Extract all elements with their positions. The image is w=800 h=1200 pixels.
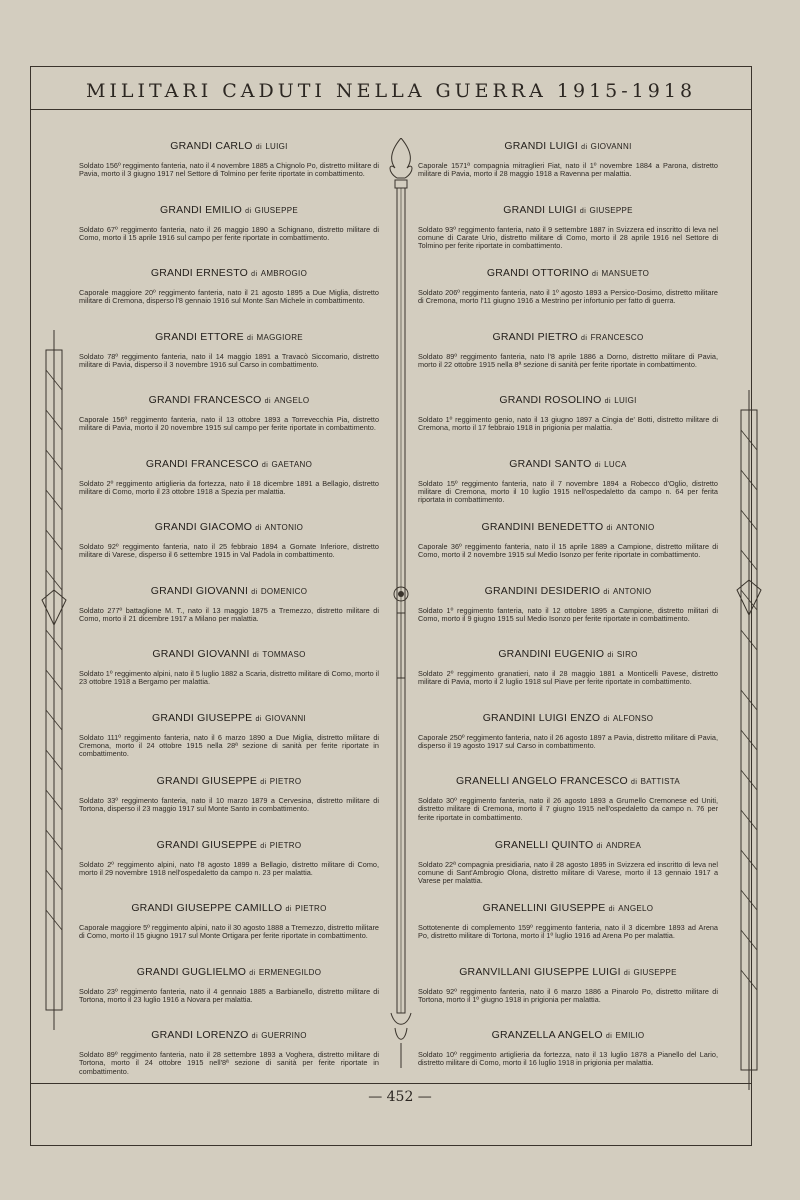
patronymic-prefix: di	[606, 525, 613, 532]
entry-text: Soldato 67º reggimento fanteria, nato il 26 maggio 1890 a Schignano, distretto militare di Como, morto il 15 aprile 1916 sul campo per ferite riportate in combattimento.	[79, 224, 379, 242]
entry-name	[79, 902, 379, 914]
fasces-ornament-right	[735, 390, 763, 1090]
entry-name	[79, 521, 379, 533]
entry-name	[418, 140, 718, 152]
entry-name	[418, 902, 718, 914]
entry-text: Caporale 1571ª compagnia mitraglieri Fiat, nato il 1º novembre 1884 a Parona, distretto militare di Pavia, morto il 28 maggio 1918 a Ravenna per malattia.	[418, 161, 718, 179]
entry-surname: GRANDINI BENEDETTO	[481, 521, 604, 533]
entry-name	[79, 140, 379, 152]
patronymic-prefix: di	[251, 588, 258, 596]
entry-name	[79, 267, 379, 279]
patronymic-name: LUCA	[604, 459, 627, 469]
entry	[418, 521, 718, 560]
entry-surname: GRANDI ERNESTO	[150, 267, 248, 279]
patronymic-name: AMBROGIO	[260, 269, 308, 278]
entry-name	[418, 331, 718, 343]
patronymic-prefix: di	[607, 652, 614, 659]
patronymic-prefix: di	[605, 1033, 613, 1040]
entry-text: Soldato 30º reggimento fanteria, nato il 26 agosto 1893 a Grumello Cremonese ed Uniti, distretto militare di Cremona, morto il 7 giugno 1915 nell'ospedaletto da campo n. 76 per ferite riportate in combattimento.	[418, 796, 718, 822]
patronymic-name: ANGELO	[618, 904, 654, 913]
page-number: — 452 —	[368, 1089, 432, 1105]
entry-name	[79, 394, 379, 406]
entry-name	[418, 1029, 718, 1041]
patronymic-prefix: di	[260, 779, 267, 786]
entry	[418, 585, 718, 624]
page-title: MILITARI CADUTI NELLA GUERRA 1915-1918	[30, 66, 752, 110]
entry-surname: GRANDI SANTO	[509, 457, 592, 470]
entry-text: Soldato 206º reggimento fanteria, nato il 1º agosto 1893 a Persico-Dosimo, distretto militare di Cremona, morto l'11 giugno 1916 a Mestrino per infortunio per fatto di guerra.	[418, 288, 718, 306]
entry-text: Soldato 93º reggimento fanteria, nato il 9 settembre 1887 in Svizzera ed inscritto di leva nel comune di Carate Urio, distretto militare di Como, morto il 28 aprile 1916 nel Settore di Tolmino per ferite riportate in combattimento.	[418, 224, 718, 251]
entry	[79, 839, 379, 878]
entry	[418, 648, 718, 687]
entry-text: Sottotenente di complemento 159º reggimento fanteria, nato il 3 dicembre 1893 ad Arena Po, distretto militare di Tortona, morto il 1º luglio 1916 ad Arena Po per malattia.	[418, 923, 718, 941]
entry-text: Caporale 250º reggimento fanteria, nato il 26 agosto 1897 a Pavia, distretto militare di Pavia, disperso il 19 agosto 1917 sul Carso in combattimento.	[418, 732, 718, 750]
patronymic-name: PIETRO	[295, 904, 327, 913]
entry-surname: GRANDI GIACOMO	[154, 521, 253, 533]
patronymic-prefix: di	[246, 334, 254, 342]
patronymic-prefix: di	[596, 842, 603, 850]
entry-name	[418, 966, 718, 978]
patronymic-prefix: di	[608, 906, 616, 913]
entry-surname: GRANELLINI GIUSEPPE	[482, 902, 606, 914]
entry-text: Soldato 89º reggimento fanteria, nato il 28 settembre 1893 a Voghera, distretto militare di Tortona, morto il 24 ottobre 1915 nell'8ª sezione di sanità per ferite riportate in combattimento.	[79, 1050, 379, 1076]
entry	[79, 204, 379, 243]
patronymic-name: GIOVANNI	[265, 713, 307, 723]
patronymic-name: ALFONSO	[612, 713, 654, 723]
patronymic-prefix: di	[604, 398, 612, 405]
patronymic-name: EMILIO	[615, 1031, 645, 1040]
patronymic-prefix: di	[579, 207, 587, 215]
entry	[418, 712, 718, 751]
entry-name	[79, 331, 379, 343]
patronymic-prefix: di	[245, 207, 252, 215]
entry-surname: GRANDI LORENZO	[151, 1029, 249, 1041]
patronymic-name: ANGELO	[274, 396, 310, 405]
entry-name	[418, 839, 718, 851]
entry-name	[79, 775, 379, 787]
entry-name	[79, 966, 379, 978]
patronymic-prefix: di	[581, 334, 588, 342]
patronymic-prefix: di	[255, 525, 262, 532]
entry-text: Soldato 22ª compagnia presidiaria, nato il 28 agosto 1895 in Svizzera ed inscritto di leva nel comune di Sant'Ambrogio Olona, distretto militare di Varese, morto il 13 gennaio 1917 a Varese per malattia.	[418, 859, 718, 886]
patronymic-prefix: di	[260, 842, 267, 850]
patronymic-prefix: di	[630, 779, 638, 786]
patronymic-name: ANTONIO	[264, 523, 304, 532]
patronymic-prefix: di	[255, 715, 262, 723]
entry	[79, 648, 379, 687]
entry	[418, 267, 718, 306]
entry-text: Soldato 156º reggimento fanteria, nato il 4 novembre 1885 a Chignolo Po, distretto militare di Pavia, morto il 3 giugno 1917 nel Settore di Tolmino per ferite riportate in combattimento.	[79, 161, 379, 179]
patronymic-name: GIUSEPPE	[254, 205, 298, 215]
entry-surname: GRANDI FRANCESCO	[145, 457, 259, 470]
entry-text: Soldato 277º battaglione M. T., nato il 13 maggio 1875 a Tremezzo, distretto militare di Como, morto il 21 dicembre 1917 a Milano per malattia.	[79, 605, 379, 623]
entry	[418, 1029, 718, 1068]
entry-name	[418, 267, 718, 279]
entry-surname: GRANDI EMILIO	[160, 203, 242, 216]
entry	[79, 140, 379, 179]
entry	[79, 1029, 379, 1076]
entry-text: Caporale maggiore 20º reggimento fanteria, nato il 21 agosto 1895 a Due Miglia, distretto militare di Cremona, disperso l'8 gennaio 1916 sul Monte San Michele in combattimento.	[79, 288, 379, 306]
entry	[79, 585, 379, 624]
entry-text: Soldato 78º reggimento fanteria, nato il 14 maggio 1891 a Travacò Siccomario, distretto militare di Pavia, disperso il 3 novembre 1916 sul Carso in combattimento.	[79, 351, 379, 369]
patronymic-name: MANSUETO	[601, 269, 650, 278]
patronymic-prefix: di	[251, 271, 258, 278]
entry	[418, 394, 718, 433]
patronymic-prefix: di	[594, 461, 602, 469]
entry-text: Soldato 89º reggimento fanteria, nato l'8 aprile 1886 a Dorno, distretto militare di Pavia, morto il 22 ottobre 1915 nella 8ª sezione di sanità per ferite riportate in combattimento.	[418, 351, 718, 369]
entry-surname: GRANDI ROSOLINO	[499, 394, 602, 406]
entry-text: Soldato 1º reggimento fanteria, nato il 12 ottobre 1895 a Campione, distretto militari di Como, morto il 9 giugno 1915 sul Medio Isonzo per ferite riportate in combattimento.	[418, 605, 718, 623]
entry-surname: GRANDINI DESIDERIO	[484, 584, 601, 597]
torch-ornament	[385, 138, 417, 1078]
patronymic-name: BATTISTA	[640, 777, 681, 786]
entry	[79, 521, 379, 560]
entry-name	[418, 585, 718, 597]
entry	[418, 331, 718, 370]
entry-text: Soldato 1º reggimento genio, nato il 13 giugno 1897 a Cingia de' Botti, distretto militare di Cremona, morto il 17 febbraio 1918 in prigionia per malattia.	[418, 415, 718, 433]
entry-surname: GRANDI CARLO	[170, 140, 253, 152]
entry-name	[79, 712, 379, 724]
entry-surname: GRANDI GIOVANNI	[150, 584, 249, 597]
entry	[418, 204, 718, 251]
entry-text: Soldato 92º reggimento fanteria, nato il 25 febbraio 1894 a Gornate Inferiore, distretto militare di Varese, disperso il 6 settembre 1915 in Val Padola in combattimento.	[79, 542, 379, 560]
entry-name	[79, 458, 379, 470]
patronymic-prefix: di	[581, 144, 588, 151]
patronymic-name: ANTONIO	[612, 586, 652, 596]
entry-surname: GRANZELLA ANGELO	[491, 1029, 603, 1041]
entry	[418, 775, 718, 822]
patronymic-prefix: di	[603, 715, 610, 723]
entry-text: Soldato 2º reggimento alpini, nato l'8 agosto 1899 a Bellagio, distretto militare di Como, morto il 29 novembre 1918 nell'ospedaletto da campo n. 23 per malattia.	[79, 859, 379, 877]
patronymic-name: PIETRO	[269, 840, 302, 850]
entry-text: Caporale 36º reggimento fanteria, nato il 15 aprile 1889 a Campione, distretto militare di Como, morto il 2 novembre 1915 sul Medio Isonzo per ferite riportate in combattimento.	[418, 542, 718, 560]
patronymic-prefix: di	[285, 906, 292, 913]
entry-surname: GRANDINI EUGENIO	[498, 648, 605, 660]
entry-name	[418, 458, 718, 470]
entry-surname: GRANDI GIUSEPPE	[151, 711, 253, 724]
entry	[418, 140, 718, 179]
entry-surname: GRANDI GIOVANNI	[152, 648, 250, 660]
entry-name	[79, 204, 379, 216]
patronymic-name: ANTONIO	[616, 523, 655, 532]
entry-name	[79, 648, 379, 660]
entry-surname: GRANELLI QUINTO	[494, 838, 594, 851]
patronymic-name: GAETANO	[271, 459, 313, 469]
patronymic-name: GIOVANNI	[590, 142, 632, 151]
entry-surname: GRANDI GIUSEPPE	[156, 838, 258, 851]
entry	[79, 458, 379, 497]
patronymic-prefix: di	[255, 144, 263, 151]
fasces-ornament-left	[40, 330, 68, 1030]
entry-surname: GRANDI LUIGI	[503, 203, 577, 216]
patronymic-prefix: di	[623, 969, 631, 977]
entry-surname: GRANDI OTTORINO	[486, 267, 589, 279]
entry	[79, 775, 379, 814]
entry-name	[418, 204, 718, 216]
entry-surname: GRANDINI LUIGI ENZO	[482, 711, 601, 724]
entry-name	[418, 394, 718, 406]
entry-surname: GRANDI FRANCESCO	[148, 394, 262, 406]
patronymic-name: PIETRO	[269, 777, 302, 786]
entry	[418, 902, 718, 941]
entry	[79, 966, 379, 1005]
entry	[79, 902, 379, 941]
patronymic-name: ANDREA	[606, 840, 642, 850]
entry-surname: GRANDI PIETRO	[492, 330, 578, 343]
patronymic-name: DOMENICO	[260, 586, 308, 596]
footer-rule	[30, 1083, 752, 1084]
entry-name	[418, 775, 718, 787]
patronymic-prefix: di	[264, 398, 272, 405]
entry-name	[79, 1029, 379, 1041]
patronymic-name: GIUSEPPE	[633, 967, 677, 977]
entry-text: Soldato 23º reggimento fanteria, nato il 4 gennaio 1885 a Barbianello, distretto militare di Tortona, morto il 23 luglio 1916 a Novara per malattia.	[79, 986, 379, 1004]
patronymic-prefix: di	[249, 969, 256, 977]
patronymic-prefix: di	[252, 652, 260, 659]
entry-text: Soldato 33º reggimento fanteria, nato il 10 marzo 1879 a Cervesina, distretto militare di Tortona, disperso il 23 maggio 1917 sul Monte Santo in combattimento.	[79, 796, 379, 814]
patronymic-prefix: di	[251, 1033, 259, 1040]
entry-text: Soldato 10º reggimento artiglieria da fortezza, nato il 13 luglio 1878 a Pianello del Lario, distretto militare di Como, morto il 16 luglio 1918 in prigionia per malattia.	[418, 1050, 718, 1068]
entry-name	[418, 648, 718, 660]
entry-text: Soldato 111º reggimento fanteria, nato il 6 marzo 1890 a Due Miglia, distretto militare di Cremona, morto il 24 ottobre 1915 nella 28ª sezione di sanità per ferite riportate in combattimento.	[79, 732, 379, 759]
entry-surname: GRANELLI ANGELO FRANCESCO	[455, 775, 628, 787]
entry	[79, 331, 379, 370]
entry	[418, 966, 718, 1005]
entry-text: Soldato 15º reggimento fanteria, nato il 7 novembre 1894 a Robecco d'Oglio, distretto militare di Cremona, morto il 10 luglio 1915 nell'ospedaletto da campo n. 64 per ferita riportata in combattimento.	[418, 478, 718, 505]
patronymic-name: GUERRINO	[261, 1031, 307, 1040]
entry-name	[79, 585, 379, 597]
entry	[79, 267, 379, 306]
entry-text: Caporale 156º reggimento fanteria, nato il 13 ottobre 1893 a Torrevecchia Pia, distretto militare di Pavia, morto il 20 novembre 1915 sul campo per ferite riportate in combattimento.	[79, 415, 379, 433]
patronymic-prefix: di	[261, 461, 269, 469]
entry-text: Soldato 1º reggimento alpini, nato il 5 luglio 1882 a Scaria, distretto militare di Como, morto il 23 ottobre 1918 a Bergamo per malattia.	[79, 669, 379, 687]
patronymic-name: MAGGIORE	[256, 332, 303, 342]
entry	[79, 712, 379, 759]
entry-name	[79, 839, 379, 851]
entry-surname: GRANDI LUIGI	[504, 140, 578, 152]
entry	[79, 394, 379, 433]
entry-text: Soldato 2º reggimento artiglieria da fortezza, nato il 18 dicembre 1891 a Bellagio, distretto militare di Como, morto il 23 ottobre 1918 a Spezia per malattia.	[79, 478, 379, 496]
patronymic-name: FRANCESCO	[590, 332, 644, 342]
patronymic-prefix: di	[603, 588, 610, 596]
entry-surname: GRANVILLANI GIUSEPPE LUIGI	[459, 965, 621, 978]
patronymic-name: ERMENEGILDO	[258, 967, 322, 977]
entry-surname: GRANDI GIUSEPPE CAMILLO	[131, 902, 283, 914]
patronymic-name: LUIGI	[614, 396, 637, 405]
entry	[418, 458, 718, 505]
entry-name	[418, 521, 718, 533]
patronymic-name: TOMMASO	[262, 650, 306, 659]
entry-text: Soldato 92º reggimento fanteria, nato il 6 marzo 1886 a Pinarolo Po, distretto militare di Tortona, morto il 1º giugno 1918 in prigionia per malattia.	[418, 986, 718, 1004]
patronymic-name: GIUSEPPE	[589, 205, 633, 215]
entry-surname: GRANDI GIUSEPPE	[156, 775, 258, 787]
entry-surname: GRANDI ETTORE	[155, 330, 244, 343]
entry-text: Soldato 2º reggimento granatieri, nato il 28 maggio 1881 a Monticelli Pavese, distretto militare di Pavia, morto il 2 luglio 1918 sul Piave per ferite riportate in combattimento.	[418, 669, 718, 687]
patronymic-prefix: di	[591, 271, 599, 278]
entry	[418, 839, 718, 886]
entry-text: Caporale maggiore 5º reggimento alpini, nato il 30 agosto 1888 a Tremezzo, distretto militare di Como, morto il 15 giugno 1917 sul Monte Ortigara per ferite riportate in combattimento.	[79, 923, 379, 941]
entry-name	[418, 712, 718, 724]
entry-surname: GRANDI GUGLIELMO	[136, 965, 247, 978]
patronymic-name: LUIGI	[265, 142, 288, 151]
patronymic-name: SIRO	[616, 650, 638, 659]
